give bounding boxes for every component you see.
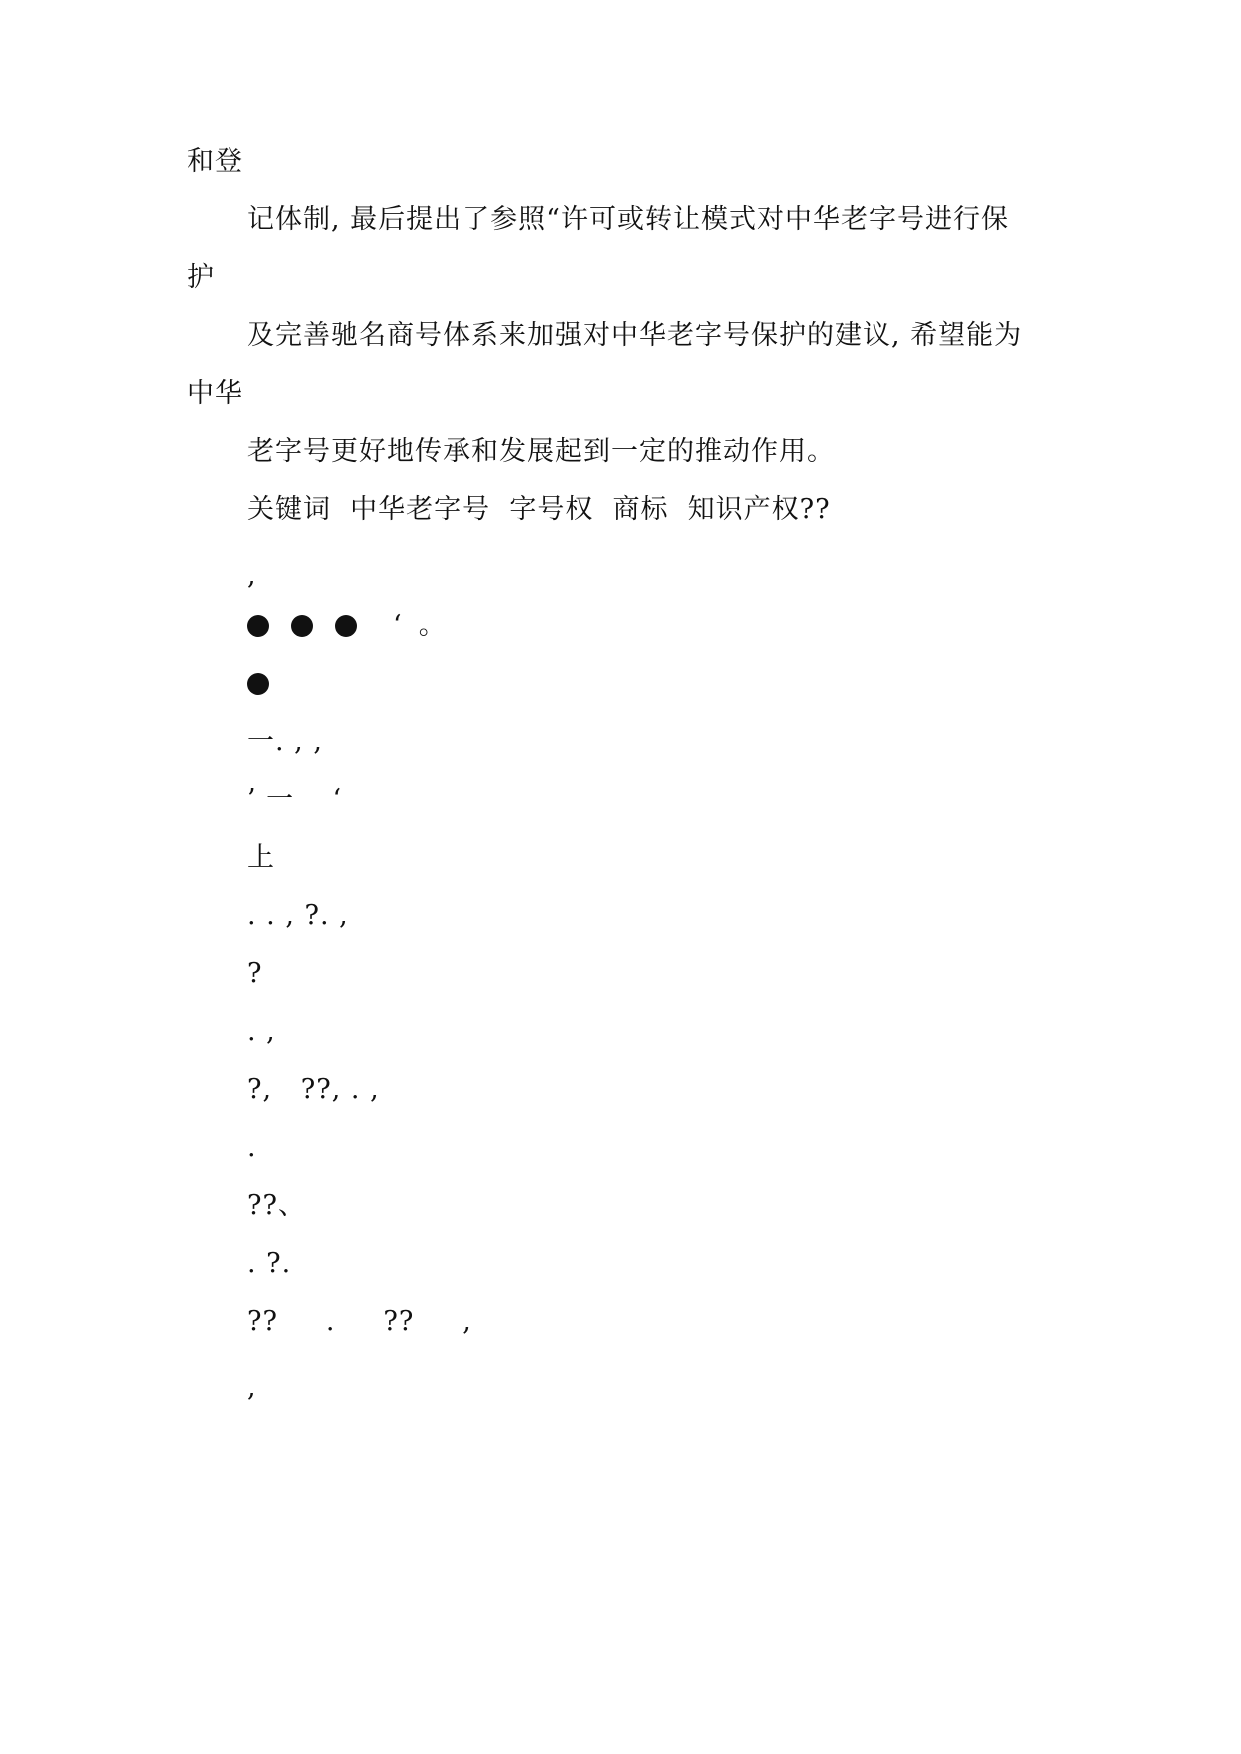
bullet-dot-icon — [291, 615, 313, 637]
keywords-line: 关键词 中华老字号 字号权 商标 知识产权?? — [247, 494, 831, 525]
text-line: . ?. — [247, 1248, 292, 1279]
text-line: 和登 — [187, 146, 243, 177]
bullet-dot-icon — [335, 615, 357, 637]
text-line: , — [247, 560, 257, 591]
bullet-dot-icon — [247, 615, 269, 637]
text-line: 及完善驰名商号体系来加强对中华老字号保护的建议, 希望能为 — [247, 320, 1023, 351]
text-line: ?? . ?? , — [247, 1306, 472, 1337]
text-fragment: ‘ 。 — [393, 610, 446, 641]
text-line: 记体制, 最后提出了参照“许可或转让模式对中华老字号进行保 — [247, 204, 1009, 235]
text-line: ?, ??, . , — [247, 1074, 380, 1105]
text-line: 护 — [187, 262, 215, 293]
bullet-dot-icon — [247, 673, 269, 695]
text-line: 一. , , — [247, 726, 323, 757]
text-line: . . , ?. , — [247, 900, 349, 931]
bullet-row — [247, 668, 291, 700]
text-line: 中华 — [187, 378, 243, 409]
text-line: ??、 — [247, 1190, 306, 1221]
text-line: ’ 一 ‘ — [247, 784, 343, 815]
text-line: ? — [247, 958, 263, 989]
text-line: 上 — [247, 842, 275, 873]
bullet-row — [247, 610, 446, 642]
text-line: . — [247, 1132, 257, 1163]
text-line: 老字号更好地传承和发展起到一定的推动作用。 — [247, 436, 835, 467]
text-line: . , — [247, 1016, 276, 1047]
text-line: , — [247, 1372, 257, 1403]
